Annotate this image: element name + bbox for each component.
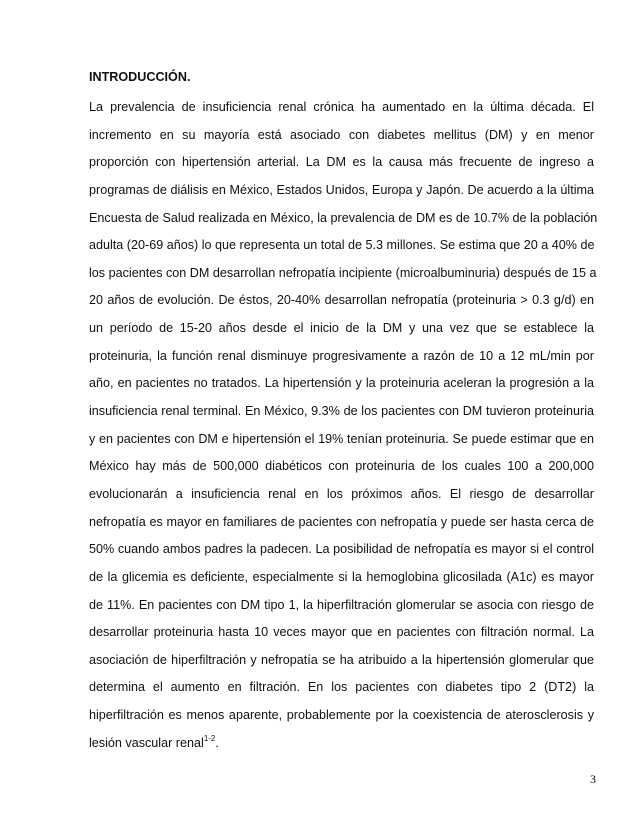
last-line-period: . [215, 735, 219, 750]
paragraph-line: evolucionarán a insuficiencia renal en los próximos años. El riesgo de desarrollar [89, 486, 594, 501]
paragraph-last-line [89, 730, 594, 758]
paragraph-line: de la glicemia es deficiente, especialmente si la hemoglobina glicosilada (A1c) es mayor [89, 569, 594, 584]
paragraph-line: los pacientes con DM desarrollan nefropatía incipiente (microalbuminuria) después de 15 a [89, 265, 597, 280]
paragraph-line: incremento en su mayoría está asociado con diabetes mellitus (DM) y en menor [89, 127, 594, 142]
paragraph-line: un período de 15-20 años desde el inicio de la DM y una vez que se establece la [89, 321, 594, 336]
paragraph-line: hiperfiltración es menos aparente, probablemente por la coexistencia de aterosclerosis y [89, 708, 594, 723]
body-paragraph [89, 94, 598, 757]
paragraph-line: insuficiencia renal terminal. En México, 9.3% de los pacientes con DM tuvieron proteinuria [89, 404, 594, 419]
paragraph-line: y en pacientes con DM e hipertensión el 19% tenían proteinuria. Se puede estimar que en [89, 431, 594, 446]
section-heading: INTRODUCCIÓN. [89, 70, 191, 84]
paragraph-line: proteinuria, la función renal disminuye progresivamente a razón de 10 a 12 mL/min por [89, 348, 594, 363]
paragraph-line: determina el aumento en filtración. En los pacientes con diabetes tipo 2 (DT2) la [89, 680, 594, 695]
paragraph-line: 20 años de evolución. De éstos, 20-40% desarrollan nefropatía (proteinuria > 0.3 g/d) en [89, 293, 594, 308]
paragraph-line: adulta (20-69 años) lo que representa un total de 5.3 millones. Se estima que 20 a 40% de [89, 238, 595, 253]
paragraph-line: Encuesta de Salud realizada en México, la prevalencia de DM es de 10.7% de la población [89, 210, 598, 225]
paragraph-line: 50% cuando ambos padres la padecen. La posibilidad de nefropatía es mayor si el control [89, 542, 594, 557]
paragraph-line: nefropatía es mayor en familiares de pacientes con nefropatía y puede ser hasta cerca de [89, 514, 594, 529]
paragraph-line: año, en pacientes no tratados. La hipertensión y la proteinuria aceleran la progresión a la [89, 376, 594, 391]
paragraph-line: de 11%. En pacientes con DM tipo 1, la hiperfiltración glomerular se asocia con riesgo de [89, 597, 594, 612]
paragraph-line: La prevalencia de insuficiencia renal crónica ha aumentado en la última década. El [89, 100, 594, 114]
paragraph-line: proporción con hipertensión arterial. La DM es la causa más frecuente de ingreso a [89, 155, 594, 170]
last-line-text: lesión vascular renal [89, 735, 204, 750]
paragraph-line: México hay más de 500,000 diabéticos con proteinuria de los cuales 100 a 200,000 [89, 459, 594, 474]
paragraph-line: asociación de hiperfiltración y nefropatía se ha atribuido a la hipertensión glomerular que [89, 652, 594, 667]
citation-superscript: 1-2 [203, 733, 216, 743]
paragraph-line: desarrollar proteinuria hasta 10 veces mayor que en pacientes con filtración normal. La [89, 625, 594, 640]
page-number: 3 [590, 772, 596, 786]
paragraph-line: programas de diálisis en México, Estados Unidos, Europa y Japón. De acuerdo a la última [89, 182, 594, 197]
